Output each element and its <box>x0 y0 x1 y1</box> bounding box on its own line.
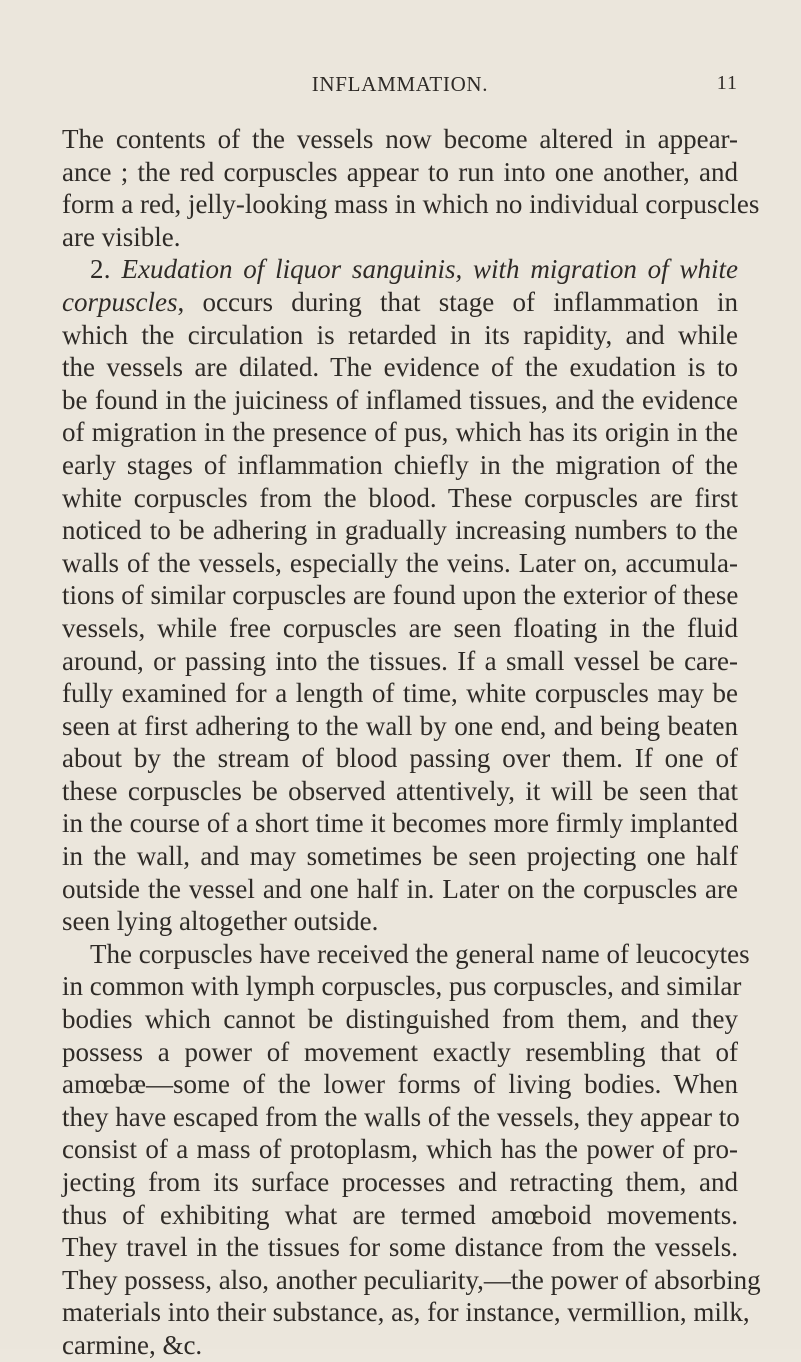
text-line: tions of similar corpuscles are found upon the exterior of these <box>62 580 739 611</box>
text-line: consist of a mass of protoplasm, which has the power of pro- <box>62 1134 738 1165</box>
text-line: materials into their substance, as, for instance, vermillion, milk, <box>62 1297 750 1328</box>
text-line: jecting from its surface processes and retracting them, and <box>62 1167 738 1197</box>
body-text <box>62 123 761 1362</box>
text-line: vessels, while free corpuscles are seen floating in the fluid <box>62 612 738 643</box>
text-line: amœbæ—some of the lower forms of living bodies. When <box>62 1069 738 1100</box>
text-line: They travel in the tissues for some distance from the vessels. <box>62 1232 738 1263</box>
section-title-tail: , with migration of white <box>455 254 738 285</box>
section-title-continuation-line <box>62 286 738 319</box>
text-line: white corpuscles from the blood. These corpuscles are first <box>62 482 738 513</box>
text-line: The contents of the vessels now become altered in appear- <box>62 124 738 154</box>
text-line: bodies which cannot be distinguished from them, and they <box>62 1004 738 1035</box>
paragraph-start-line: The corpuscles have received the general name of leucocytes <box>90 938 750 969</box>
page-number: 11 <box>716 72 738 94</box>
text-line: noticed to be adhering in gradually increasing numbers to the <box>62 515 738 546</box>
text-line: thus of exhibiting what are termed amœboid movements. <box>62 1199 738 1230</box>
text-line: be found in the juiciness of inflamed tissues, and the evidence <box>62 384 738 415</box>
page-header <box>62 72 738 102</box>
text-line: in the wall, and may sometimes be seen projecting one half <box>62 841 738 872</box>
text-line: They possess, also, another peculiarity,—the power of absorbing <box>62 1264 761 1295</box>
text-line: walls of the vessels, especially the veins. Later on, accumula- <box>62 547 738 578</box>
section-body-continuation: , occurs during that stage of inflammation in <box>177 286 738 317</box>
text-line: are visible. <box>62 221 181 252</box>
section-number: 2. <box>90 254 111 285</box>
text-line: ance ; the red corpuscles appear to run into one another, and <box>62 156 738 187</box>
text-line: these corpuscles be observed attentively, it will be seen that <box>62 775 738 806</box>
text-line: seen lying altogether outside. <box>62 906 379 937</box>
text-line: outside the vessel and one half in. Later on the corpuscles are <box>62 873 738 904</box>
text-line: carmine, &c. <box>62 1329 203 1360</box>
text-line: they have escaped from the walls of the vessels, they appear to <box>62 1101 740 1132</box>
section-title-continuation: corpuscles <box>62 286 178 317</box>
text-line: in common with lymph corpuscles, pus corpuscles, and similar <box>62 971 742 1002</box>
section-heading-line <box>62 253 738 286</box>
text-line: in the course of a short time it becomes more firmly implanted <box>62 808 738 839</box>
running-title: INFLAMMATION. <box>311 72 489 96</box>
text-line: the vessels are dilated. The evidence of the exudation is to <box>62 352 738 383</box>
text-line: about by the stream of blood passing over them. If one of <box>62 743 738 774</box>
text-line: around, or passing into the tissues. If a small vessel be care- <box>62 645 738 676</box>
text-line: seen at first adhering to the wall by one end, and being beaten <box>62 710 738 741</box>
text-line: of migration in the presence of pus, which has its origin in the <box>62 417 738 448</box>
text-line: early stages of inflammation chiefly in the migration of the <box>62 449 738 480</box>
text-line: possess a power of movement exactly resembling that of <box>62 1036 738 1067</box>
text-line: which the circulation is retarded in its rapidity, and while <box>62 319 738 350</box>
text-line: form a red, jelly-looking mass in which no individual corpuscles <box>62 189 760 220</box>
text-line: fully examined for a length of time, white corpuscles may be <box>62 678 738 709</box>
section-title-part: Exudation of liquor sanguinis <box>121 254 456 285</box>
